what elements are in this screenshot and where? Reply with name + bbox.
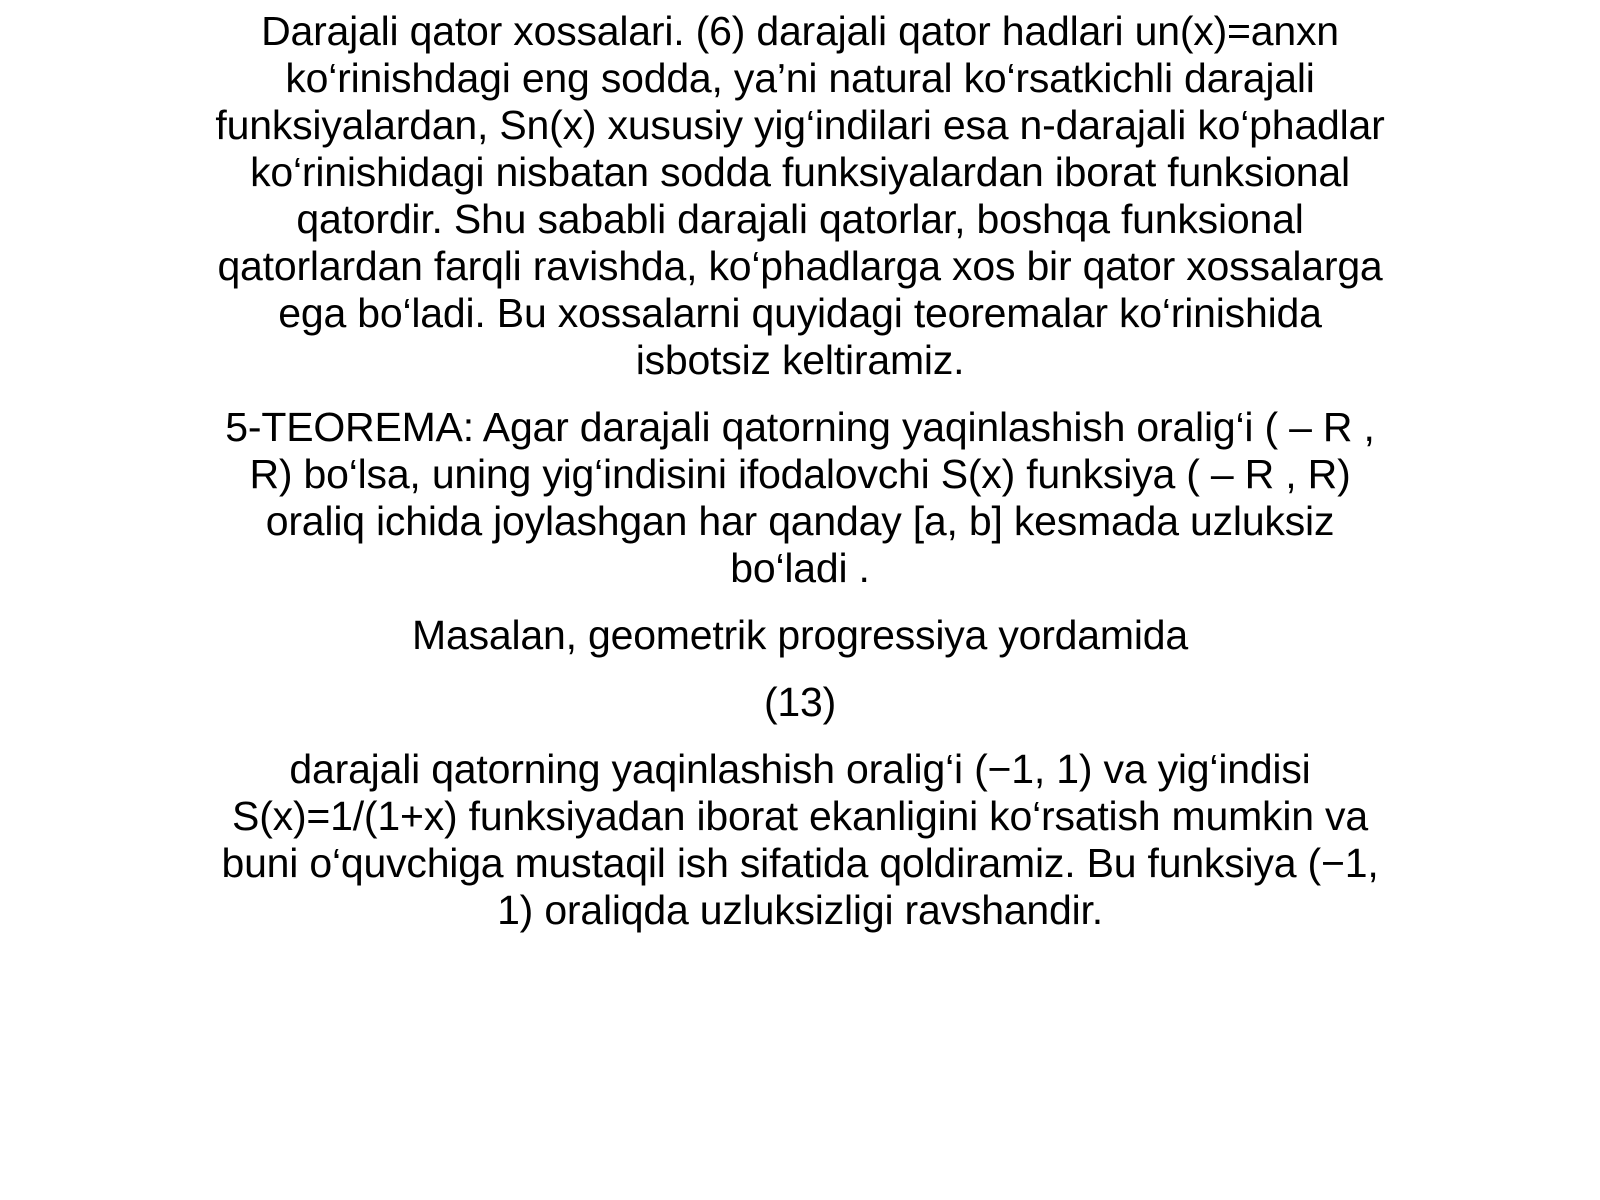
paragraph-properties-intro: Darajali qator xossalari. (6) darajali qator hadlari un(x)=anxn ko‘rinishdagi eng sodda, ya’ni natural ko‘rsatkichli darajali funksiyalardan, Sn(x) xususiy yig‘indilari esa n-darajali ko‘phadlar ko‘rinishidagi nisbatan sodda funksiyalardan iborat funksional qatordir. Shu sababli darajali qatorlar, boshqa funksional qatorlardan farqli ravishda, ko‘phadlarga xos bir qator xossalarga ega bo‘ladi. Bu xossalarni quyidagi teoremalar ko‘rinishida isbotsiz keltiramiz. (215, 8, 1385, 383)
paragraph-example-conclusion: darajali qatorning yaqinlashish oralig‘i (−1, 1) va yig‘indisi S(x)=1/(1+x) funksiyadan iborat ekanligini ko‘rsatish mumkin va buni o‘quvchiga mustaqil ish sifatida qoldiramiz. Bu funksiya (−1, 1) oraliqda uzluksizligi ravshandir. (221, 746, 1379, 933)
paragraph-theorem-5: 5-TEOREMA: Agar darajali qatorning yaqinlashish oralig‘i ( – R , R) bo‘lsa, uning yig‘indisini ifodalovchi S(x) funksiya ( – R , R) oraliq ichida joylashgan har qanday [a, b] kesmada uzluksiz bo‘ladi . (225, 404, 1375, 591)
paragraph-example-intro: Masalan, geometrik progressiya yordamida (412, 612, 1188, 658)
equation-number: (13) (763, 679, 837, 725)
slide-body (215, 8, 1385, 934)
